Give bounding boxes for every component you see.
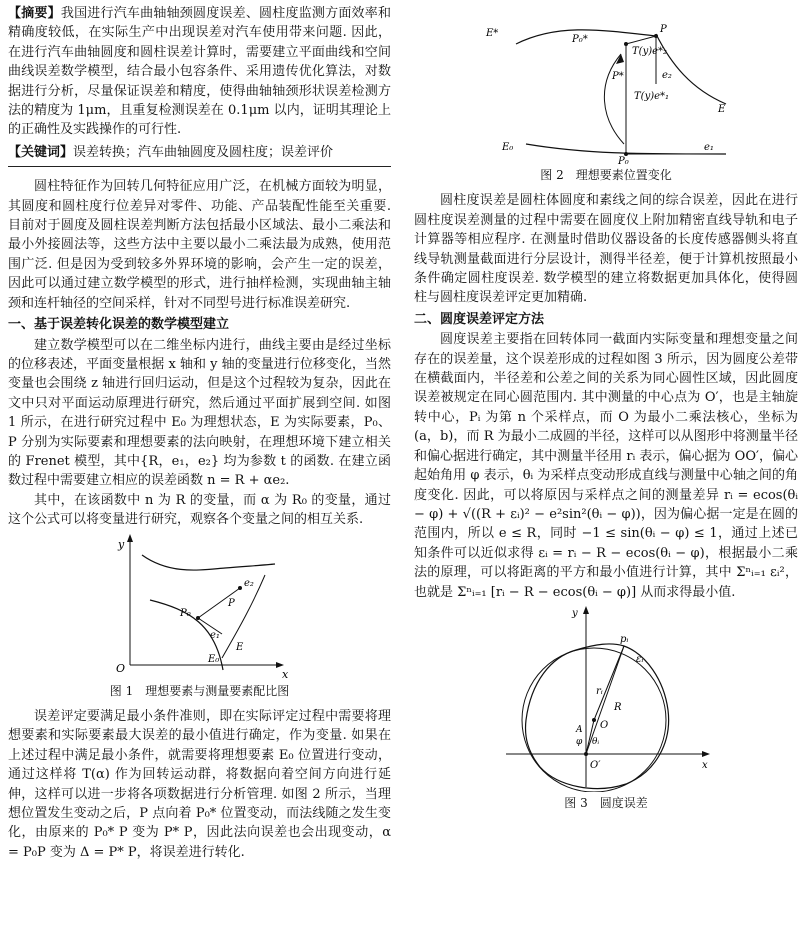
figure-3: [496, 602, 716, 792]
fig3-epsilon-label: εᵢ: [636, 653, 644, 665]
section-2-heading: 二、圆度误差评定方法: [414, 311, 545, 327]
fig2-p0-label: P₀: [618, 156, 629, 164]
abstract-text: 我国进行汽车曲轴轴颈圆度误差、圆柱度监测方面效率和精确度较低，在实际生产中出现误差对汽车使用带来问题. 因此，在进行汽车曲轴圆度和圆柱误差计算时，需要建立平面曲线和空间曲线误差数学模型，结合最小包容条件、采用遗传优化算法，对数据进行分析，尽量保证误差和精度，使得曲轴轴颈形状误差检测方法的精度为 1μm，且重复检测误差在 0.1μm 以内，证明其理论上的正确性及实践操作的可行性.: [8, 6, 391, 138]
figure-1-caption: 图 1 理想要素与测量要素配比图: [109, 683, 290, 698]
fig3-oprime-label: O′: [590, 759, 601, 771]
fig3-phi-label: φ: [576, 736, 583, 747]
figure-2: [476, 4, 736, 164]
fig3-x-label: x: [702, 759, 708, 771]
fig3-r-label: R: [614, 701, 622, 713]
figure-3-caption: 图 3 圆度误差: [564, 795, 648, 810]
paragraph-roundness: 圆度误差主要指在回转体同一截面内实际变量和理想变量之间存在的误差量，这个误差形成的过程如图 3 所示，因为圆度公差带在横截面内，半径差和公差之间的关系为同心圆性区域，因此圆度误差被规定在同心圆范围内. 其中测量的中心点为 O′，也是主轴旋转中心，Pᵢ 为第 n 个采样点，而 O 为最小二乘法核心，坐标为 (a，b)，而 R 为最小二成圆的半径，这样可以从图形中将测量半径和偏心据进行确定，其中测量半径用 rᵢ 表示，偏心据为 OO′，偏心起始角用 φ 表示，θᵢ 为采样点变动形成直线与测量中心轴之间的角度变化. 因此，可以将原因与采样点之间的测量差异 rᵢ = ecos(θᵢ − φ) + √((R + εᵢ)² − e²sin²(θᵢ − φ))，因为偏心据一定是在圆的范围内，所以 e ≤ R，同时 −1 ≤ sin(θᵢ − φ) ≤ 1，通过上述已知条件可以近似求得 εᵢ = rᵢ − R − ecos(θᵢ − φ)，根据最小二乘法的原理，可以将距离的平方和最小值进行计算，其中 Σⁿᵢ₌₁ εᵢ²，也就是 Σⁿᵢ₌₁ [rᵢ − R − ecos(θᵢ − φ)] 从而求得最小值.: [414, 332, 798, 600]
fig2-e-label: E: [718, 104, 726, 115]
fig2-p0star-label: P₀*: [572, 34, 588, 45]
section-1-heading: 一、基于误差转化误差的数学模型建立: [8, 317, 230, 333]
fig2-e0-label: E₀: [502, 142, 514, 153]
fig3-a-label: A: [576, 724, 583, 735]
keywords-text: 误差转换；汽车曲轴圆度及圆柱度；误差评价: [73, 144, 334, 160]
fig1-e0-label: E₀: [207, 653, 219, 665]
abstract: [8, 4, 391, 140]
fig1-p0-label: P₀: [179, 607, 191, 619]
divider: [8, 166, 391, 167]
right-column: [414, 4, 798, 819]
fig2-pstar-label: P*: [612, 71, 624, 82]
figure-1: [110, 530, 290, 680]
keywords-label: 【关键词】: [8, 144, 74, 160]
fig2-e1-label: e₁: [704, 142, 714, 153]
left-column: [8, 4, 391, 862]
figure-2-caption: 图 2 理想要素位置变化: [540, 168, 672, 182]
fig2-p-label: P: [660, 24, 667, 35]
fig2-estar-label: E*: [486, 28, 499, 39]
fig3-y-label: y: [572, 607, 578, 619]
fig1-e1-label: e₁: [209, 629, 220, 641]
fig3-theta-label: θᵢ: [592, 736, 600, 747]
fig2-t2-label: T(y)e*₁: [634, 91, 670, 102]
fig1-x-label: x: [281, 667, 288, 680]
fig1-origin-label: O: [115, 661, 125, 675]
paragraph-criterion: 误差评定要满足最小条件准则，即在实际评定过程中需要将理想要素和实际要素最大误差的最小值进行确定，作为变量. 如果在上述过程中满足最小条件，就需要将理想要素 E₀ 位置进行变动，通过这样将 T(α) 作为回转运动群，将数据向着空间方向进行延伸，这样可以进一步将各项数据进行分析管理. 如图 2 所示，当理想位置发生变动之后，P 点向着 P₀* 位置变动，而法线随之发生变化，由原来的 P₀* P 变为 P* P，因此法向误差也会出现变动，α = P₀P 变为 Δ = P* P，将误差进行转化.: [8, 708, 391, 860]
intro-paragraph: 圆柱特征作为回转几何特征应用广泛，在机械方面较为明显，其圆度和圆柱度行位差异对零件、功能、产品装配性能至关重要. 目前对于圆度及圆柱误差判断方法包括最小区域法、最小二乘法和最小外接圆法等，这些方法中主要以最小二乘法最为成熟，使用范围广泛. 但是因为受到较多外界环境的影响，会产生一定的误差，因此可以通过建立数学模型的形式，进行抽样检测，实现曲轴主轴颈和连杆轴径的空间采样，针对不同型号进行标准误差研究.: [8, 179, 391, 311]
paragraph-model: 建立数学模型可以在二维坐标内进行，曲线主要由是经过坐标的位移表述，平面变量根据 x 轴和 y 轴的变量进行位移变化，当然变量也会围绕 z 轴进行回归运动，但是这个过程较为复杂，因此在文中只对平面运动原理进行研究，然后通过平面扩展到空间. 如图 1 所示，在进行研究过程中 E₀ 为理想状态，E 为实际要素，P₀、P 分别为实际要素和理想要素的法向映射，在理想环境下建立相关的 Frenet 模型，其中{R，e₁，e₂} 均为参数 t 的函数. 在建立函数过程中需要建立相应的误差函数 n = R + αe₂.: [8, 337, 391, 489]
paragraph-cylindricity: 圆柱度误差是圆柱体圆度和素线之间的综合误差，因此在进行圆柱度误差测量的过程中需要在圆度仪上附加精密直线导轨和电子计算器等相应程序. 在测量时借助仪器设备的长度传感器侧头将直线导轨测量截面进行分层设计，测得半径差，便于计算机按照最小条件确定圆柱度误差. 数学模型的建立将数据更加具体化，使得圆柱与圆柱度误差评定更加精确.: [414, 193, 798, 306]
fig1-e-label: E: [235, 641, 243, 653]
fig3-pi-label: pᵢ: [620, 633, 629, 645]
fig3-o-label: O: [600, 719, 609, 731]
keywords: [8, 143, 391, 162]
fig2-e2-label: e₂: [662, 70, 672, 81]
fig1-p-label: P: [227, 597, 235, 609]
fig1-y-label: y: [117, 537, 124, 551]
abstract-label: 【摘要】: [8, 6, 61, 21]
paragraph-function: 其中，在该函数中 n 为 R 的变量，而 α 为 R₀ 的变量，通过这个公式可以将变量进行研究，观察各个变量之间的相互关系.: [8, 492, 391, 528]
fig3-ri-label: rᵢ: [596, 685, 603, 697]
fig1-e2-label: e₂: [243, 577, 254, 589]
fig2-t1-label: T(y)e*₂: [632, 46, 668, 57]
